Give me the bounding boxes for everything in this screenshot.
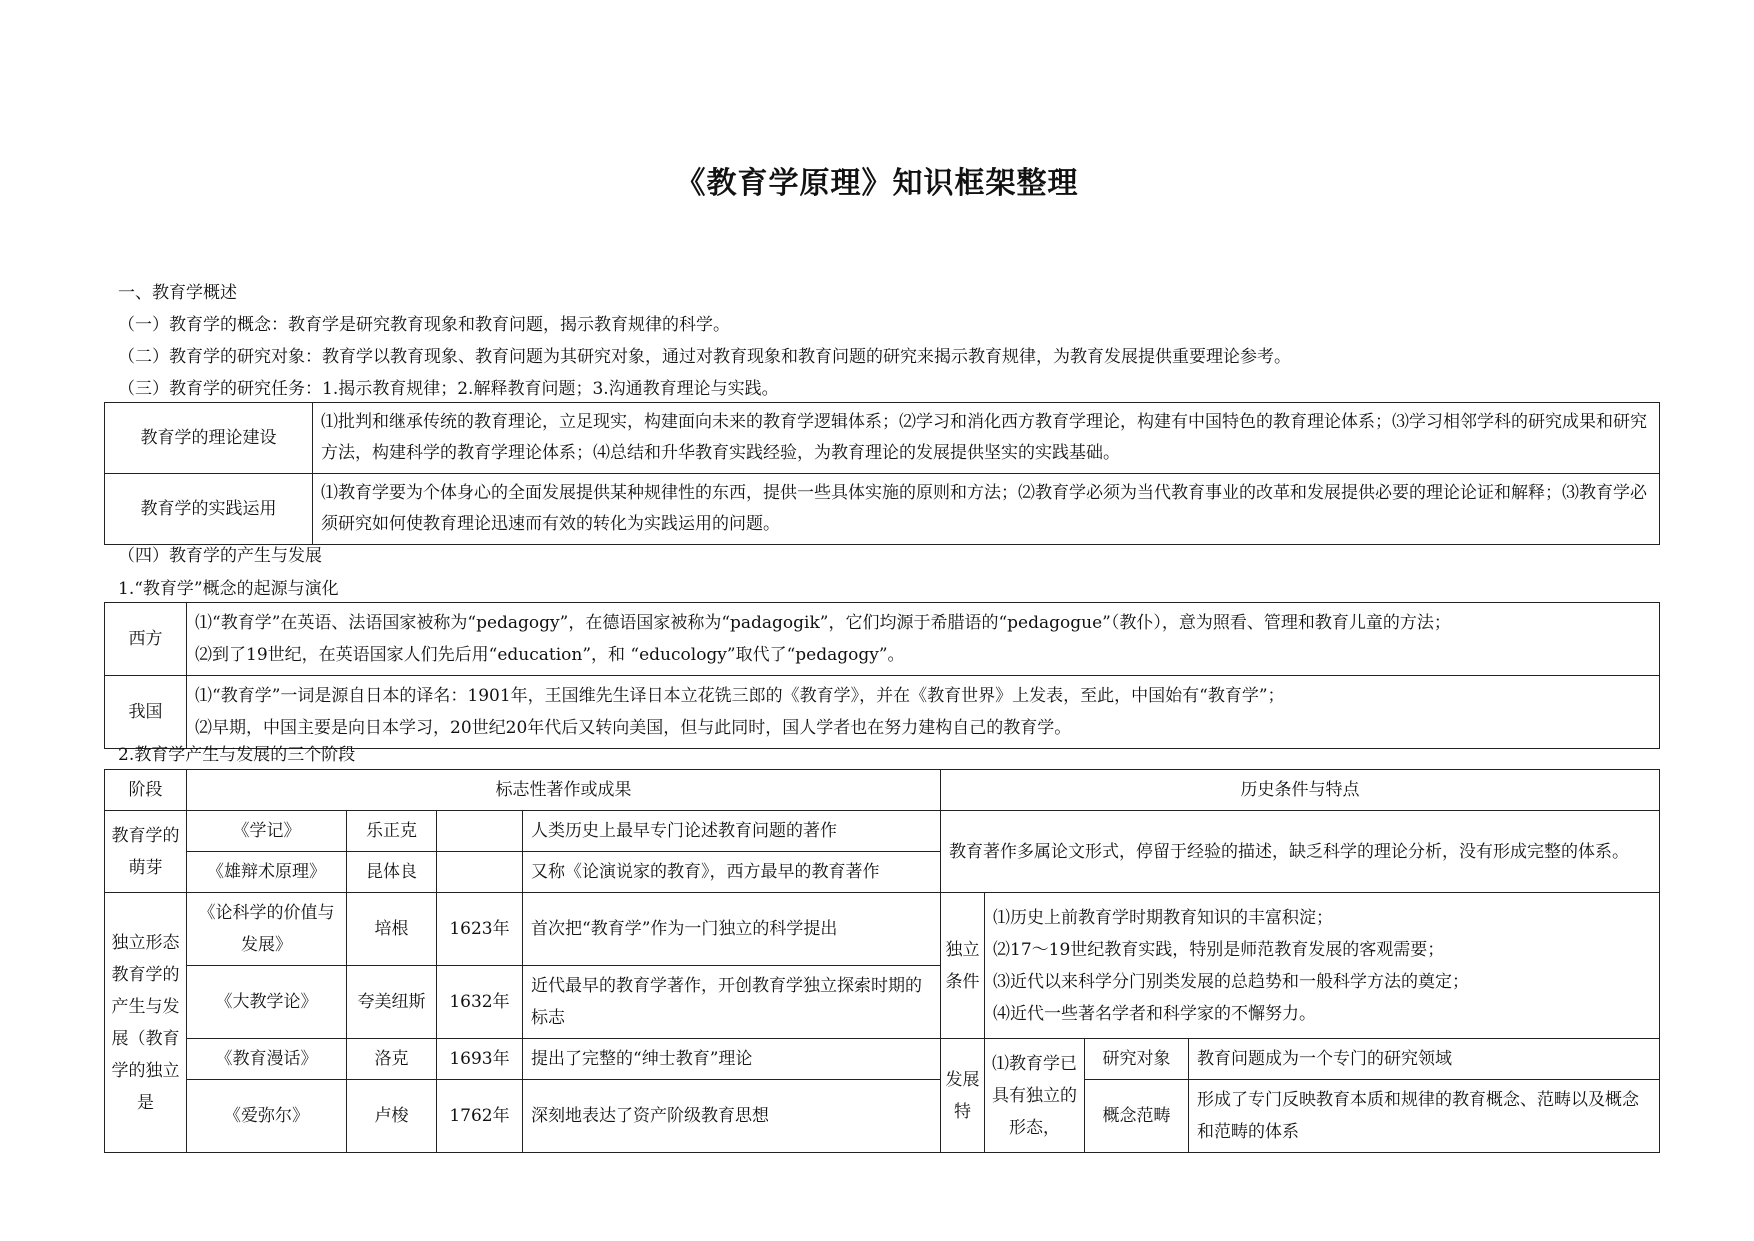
work-author: 昆体良 xyxy=(347,852,437,893)
row-text: ⑴教育学要为个体身心的全面发展提供某种规律性的东西，提供一些具体实施的原则和方法；⑵教育学必须为当代教育事业的改革和发展提供必要的理论论证和解释；⑶教育学必须研究如何使教育理论迅速而有效的转化为实践运用的问题。 xyxy=(313,474,1660,545)
dev-value: 形成了专门反映教育本质和规律的教育概念、范畴以及概念和范畴的体系 xyxy=(1189,1080,1660,1153)
row-line: ⑴“教育学”在英语、法语国家被称为“pedagogy”，在德语国家被称为“padagogik”，它们均源于希腊语的“pedagogue”（教仆），意为照看、管理和教育儿童的方法； xyxy=(195,613,1451,633)
work-year: 1762年 xyxy=(437,1080,523,1153)
row-line: ⑵到了19世纪，在英语国家人们先后用“education”，和 “educology”取代了“pedagogy”。 xyxy=(195,645,905,665)
header-works: 标志性著作或成果 xyxy=(187,770,941,811)
condition-item: ⑶近代以来科学分门别类发展的总趋势和一般科学方法的奠定； xyxy=(993,971,1469,992)
work-author: 培根 xyxy=(347,893,437,966)
header-features: 历史条件与特点 xyxy=(941,770,1660,811)
work-author: 乐正克 xyxy=(347,811,437,852)
row-text: ⑴批判和继承传统的教育理论，立足现实，构建面向未来的教育学逻辑体系；⑵学习和消化西方教育学理论，构建有中国特色的教育理论体系；⑶学习相邻学科的研究成果和研究方法，构建科学的教育学理论体系；⑷总结和升华教育实践经验，为教育理论的发展提供坚实的实践基础。 xyxy=(313,403,1660,474)
table-row xyxy=(105,474,1660,545)
stage-sprout: 教育学的萌芽 xyxy=(105,811,187,893)
condition-item: ⑷近代一些著名学者和科学家的不懈努力。 xyxy=(993,1003,1316,1024)
work-author: 洛克 xyxy=(347,1039,437,1080)
subsection-heading: （四）教育学的产生与发展 xyxy=(118,546,322,566)
row-label: 西方 xyxy=(105,603,187,676)
work-desc: 提出了完整的“绅士教育”理论 xyxy=(523,1039,941,1080)
work-desc: 深刻地表达了资产阶级教育思想 xyxy=(523,1080,941,1153)
condition-item: ⑵17～19世纪教育实践，特别是师范教育发展的客观需要； xyxy=(993,939,1445,960)
row-label: 我国 xyxy=(105,676,187,749)
concept-line: （一）教育学的概念：教育学是研究教育现象和教育问题，揭示教育规律的科学。 xyxy=(118,315,730,335)
work-year: 1632年 xyxy=(437,966,523,1039)
work-desc: 首次把“教育学”作为一门独立的科学提出 xyxy=(523,893,941,966)
table-row xyxy=(105,811,1660,852)
dev-key: 研究对象 xyxy=(1085,1039,1189,1080)
conditions-label: 独立条件 xyxy=(941,893,985,1039)
page-title: 《教育学原理》知识框架整理 xyxy=(675,166,1079,201)
sprout-feature: 教育著作多属论文形式，停留于经验的描述，缺乏科学的理论分析，没有形成完整的体系。 xyxy=(941,811,1660,893)
work-year xyxy=(437,811,523,852)
work-year: 1623年 xyxy=(437,893,523,966)
work-year xyxy=(437,852,523,893)
condition-item: ⑴历史上前教育学时期教育知识的丰富积淀； xyxy=(993,907,1333,928)
task-line: （三）教育学的研究任务：1.揭示教育规律；2.解释教育问题；3.沟通教育理论与实践。 xyxy=(118,379,779,399)
work-title: 《爱弥尔》 xyxy=(187,1080,347,1153)
work-desc: 近代最早的教育学著作，开创教育学独立探索时期的标志 xyxy=(523,966,941,1039)
work-title: 《论科学的价值与发展》 xyxy=(187,893,347,966)
row-label: 教育学的理论建设 xyxy=(105,403,313,474)
development-sub: ⑴教育学已具有独立的形态， xyxy=(985,1039,1085,1153)
stages-heading: 2.教育学产生与发展的三个阶段 xyxy=(118,745,356,765)
row-line: ⑵早期，中国主要是向日本学习，20世纪20年代后又转向美国，但与此同时，国人学者也在努力建构自己的教育学。 xyxy=(195,718,1072,738)
dev-value: 教育问题成为一个专门的研究领域 xyxy=(1189,1039,1660,1080)
section-heading: 一、教育学概述 xyxy=(118,283,237,303)
task-table xyxy=(104,402,1660,545)
work-author: 夸美纽斯 xyxy=(347,966,437,1039)
work-desc: 人类历史上最早专门论述教育问题的著作 xyxy=(523,811,941,852)
stage-table xyxy=(104,769,1660,1153)
origin-table xyxy=(104,602,1660,749)
work-title: 《教育漫话》 xyxy=(187,1039,347,1080)
row-label: 教育学的实践运用 xyxy=(105,474,313,545)
table-header-row xyxy=(105,770,1660,811)
development-label: 发展特 xyxy=(941,1039,985,1153)
work-title: 《大教学论》 xyxy=(187,966,347,1039)
object-line: （二）教育学的研究对象：教育学以教育现象、教育问题为其研究对象，通过对教育现象和教育问题的研究来揭示教育规律，为教育发展提供重要理论参考。 xyxy=(118,347,1291,367)
table-row xyxy=(105,676,1660,749)
table-row xyxy=(105,1080,1660,1153)
work-year: 1693年 xyxy=(437,1039,523,1080)
header-stage: 阶段 xyxy=(105,770,187,811)
work-author: 卢梭 xyxy=(347,1080,437,1153)
table-row xyxy=(105,1039,1660,1080)
work-desc: 又称《论演说家的教育》，西方最早的教育著作 xyxy=(523,852,941,893)
row-line: ⑴“教育学”一词是源自日本的译名：1901年，王国维先生译日本立花铣三郎的《教育学》，并在《教育世界》上发表，至此，中国始有“教育学”； xyxy=(195,686,1285,706)
stage-independent: 独立形态教育学的产生与发展（教育学的独立是 xyxy=(105,893,187,1153)
dev-key: 概念范畴 xyxy=(1085,1080,1189,1153)
table-row xyxy=(105,603,1660,676)
table-row xyxy=(105,893,1660,966)
table-row xyxy=(105,403,1660,474)
work-title: 《学记》 xyxy=(187,811,347,852)
origin-heading: 1.“教育学”概念的起源与演化 xyxy=(118,579,339,599)
work-title: 《雄辩术原理》 xyxy=(187,852,347,893)
